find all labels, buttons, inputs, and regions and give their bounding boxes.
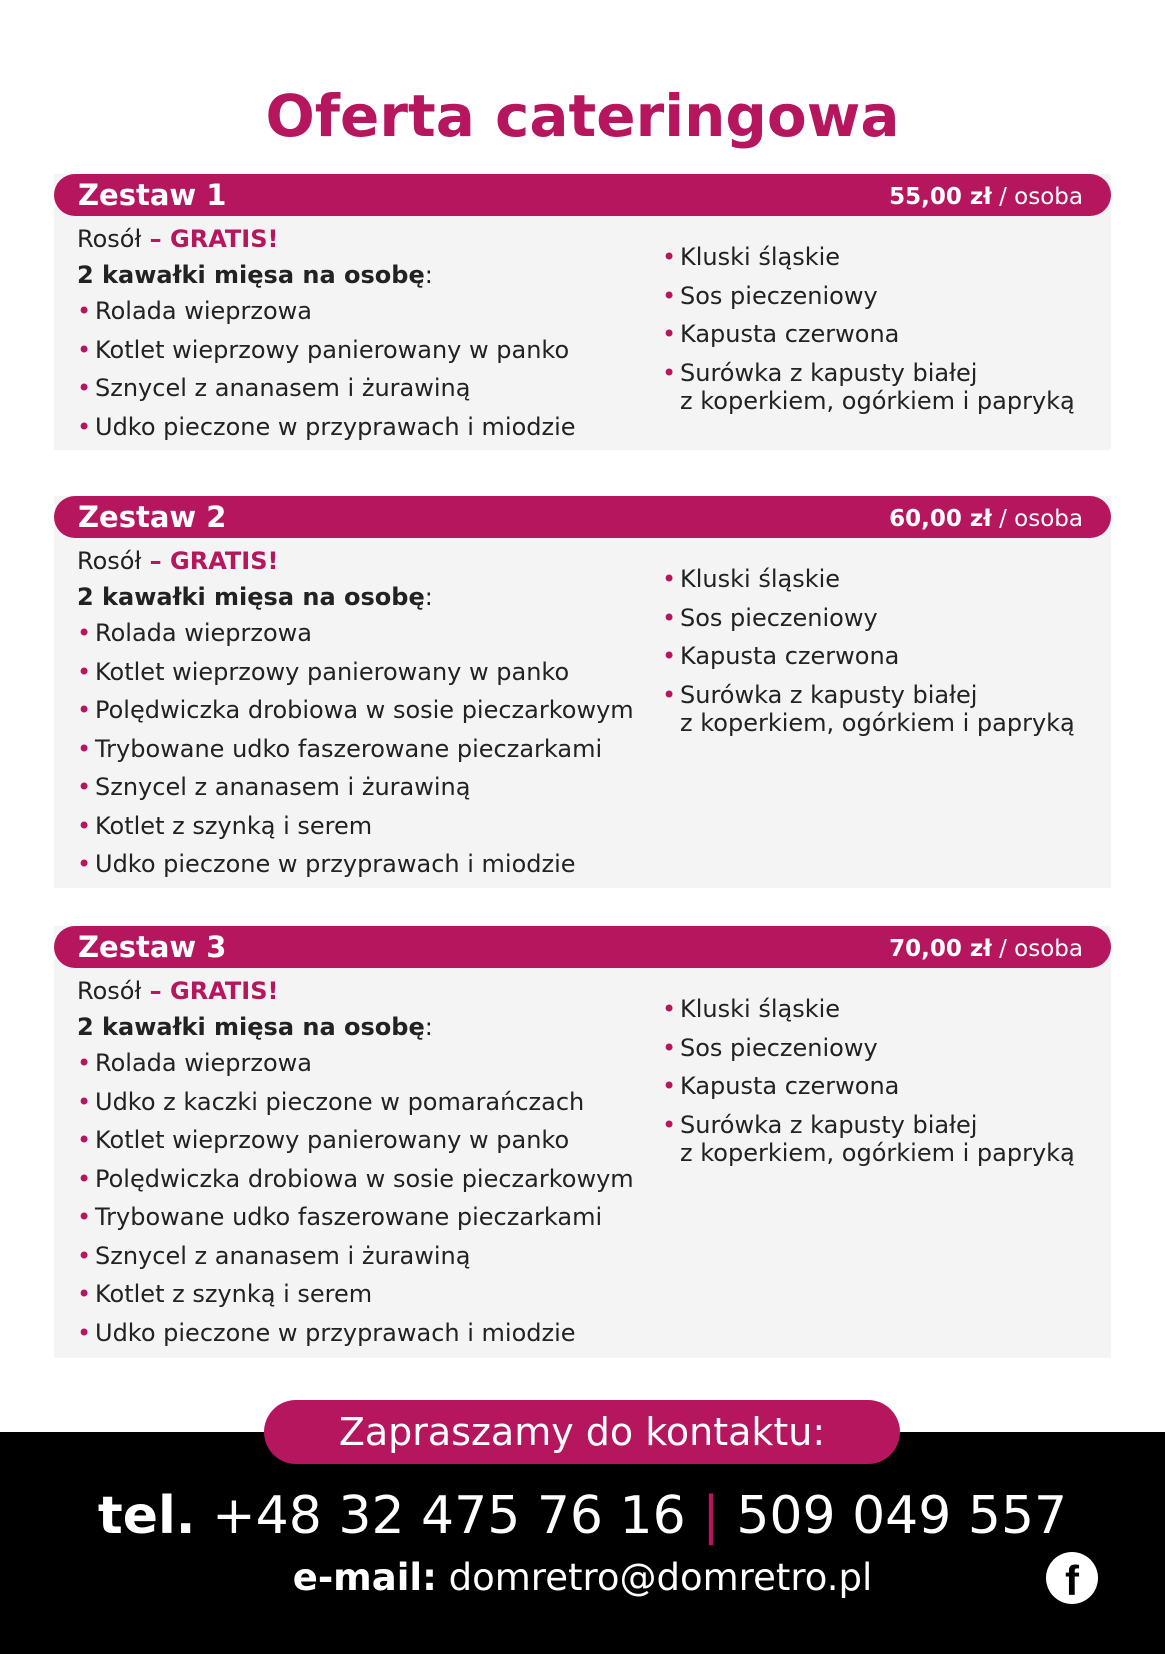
side-item-continuation: z koperkiem, ogórkiem i papryką — [680, 387, 1075, 415]
bullet-icon: • — [662, 1110, 677, 1139]
set-header — [54, 926, 1111, 968]
catering-set — [54, 496, 1111, 888]
side-item: Kapusta czerwona — [680, 320, 900, 348]
bullet-icon: • — [77, 1241, 92, 1270]
list-item — [662, 1067, 1102, 1106]
bullet-icon: • — [662, 565, 677, 593]
tel-label: tel. — [97, 1486, 196, 1546]
meat-item: Rolada wieprzowa — [95, 297, 313, 325]
meat-item: Polędwiczka drobiowa w sosie pieczarkowym — [95, 1164, 634, 1193]
bullet-icon: • — [77, 1087, 92, 1116]
list-item — [77, 653, 647, 692]
set-name: Zestaw 2 — [78, 500, 227, 534]
list-item — [77, 1083, 647, 1122]
meat-heading: 2 kawałki mięsa na osobę: — [77, 261, 433, 289]
meat-heading-text: 2 kawałki mięsa na osobę — [77, 261, 425, 289]
list-item — [77, 768, 647, 807]
meat-item: Trybowane udko faszerowane pieczarkami — [95, 1203, 603, 1231]
side-item-continuation: z koperkiem, ogórkiem i papryką — [680, 1139, 1075, 1167]
bullet-icon: • — [77, 734, 92, 763]
meat-item: Rolada wieprzowa — [95, 1049, 313, 1077]
meat-item: Sznycel z ananasem i żurawiną — [95, 1241, 471, 1270]
list-item — [662, 277, 1102, 316]
bullet-icon: • — [662, 243, 677, 271]
side-item-continuation: z koperkiem, ogórkiem i papryką — [680, 709, 1075, 737]
list-item — [77, 1121, 647, 1160]
list-item — [662, 990, 1102, 1029]
set-price — [889, 506, 1083, 532]
list-item — [77, 845, 647, 884]
meat-item: Sznycel z ananasem i żurawiną — [95, 773, 471, 801]
soup-line — [77, 220, 647, 258]
bullet-icon: • — [77, 1318, 92, 1347]
facebook-glyph: f — [1065, 1557, 1079, 1604]
list-item — [662, 637, 1102, 676]
meat-heading: 2 kawałki mięsa na osobę: — [77, 1013, 433, 1041]
list-item — [77, 1198, 647, 1237]
side-item: Surówka z kapusty białej — [680, 1110, 978, 1139]
meat-heading-text: 2 kawałki mięsa na osobę — [77, 583, 425, 611]
list-item — [77, 730, 647, 769]
bullet-icon: • — [77, 412, 92, 441]
soup-name: Rosół — [77, 547, 142, 575]
side-item: Kapusta czerwona — [680, 1072, 900, 1100]
bullet-icon: • — [77, 335, 92, 364]
list-item — [77, 614, 647, 653]
meat-heading-text: 2 kawałki mięsa na osobę — [77, 1013, 425, 1041]
price-unit: / osoba — [991, 506, 1083, 532]
set-price — [889, 936, 1083, 962]
meat-column — [77, 542, 647, 884]
side-item: Kluski śląskie — [680, 995, 841, 1023]
email-label: e-mail: — [292, 1556, 437, 1599]
bullet-icon: • — [77, 696, 92, 724]
catering-set — [54, 174, 1111, 450]
meat-item: Kotlet wieprzowy panierowany w panko — [95, 1126, 570, 1154]
contact-heading: Zapraszamy do kontaktu: — [264, 1400, 900, 1464]
bullet-icon: • — [77, 657, 92, 686]
set-name: Zestaw 1 — [78, 178, 227, 212]
list-item — [77, 807, 647, 846]
set-header — [54, 174, 1111, 216]
list-item — [77, 691, 647, 730]
meat-column — [77, 972, 647, 1352]
list-item — [662, 238, 1102, 277]
email-line — [0, 1556, 1165, 1599]
price-value: 60,00 zł — [889, 506, 992, 532]
side-item: Surówka z kapusty białej — [680, 358, 978, 387]
bullet-icon: • — [662, 603, 677, 632]
sides-column — [662, 560, 1102, 738]
bullet-icon: • — [77, 297, 92, 325]
set-header — [54, 496, 1111, 538]
meat-item: Kotlet wieprzowy panierowany w panko — [95, 335, 570, 364]
meat-item: Udko pieczone w przyprawach i miodzie — [95, 412, 576, 441]
bullet-icon: • — [77, 1049, 92, 1077]
bullet-icon: • — [77, 773, 92, 801]
meat-item: Sznycel z ananasem i żurawiną — [95, 374, 471, 402]
email-address[interactable]: domretro@domretro.pl — [448, 1556, 873, 1599]
set-name: Zestaw 3 — [78, 930, 227, 964]
bullet-icon: • — [77, 374, 92, 402]
price-value: 70,00 zł — [889, 936, 992, 962]
bullet-icon: • — [77, 1126, 92, 1154]
side-item: Kapusta czerwona — [680, 642, 900, 670]
list-item — [662, 560, 1102, 599]
meat-item: Kotlet wieprzowy panierowany w panko — [95, 657, 570, 686]
list-item — [77, 1160, 647, 1199]
meat-item: Polędwiczka drobiowa w sosie pieczarkowym — [95, 696, 634, 724]
bullet-icon: • — [77, 1203, 92, 1231]
list-item — [77, 331, 647, 370]
phone-line — [0, 1486, 1165, 1546]
page-title: Oferta cateringowa — [265, 82, 900, 150]
bullet-icon: • — [662, 680, 677, 709]
soup-line — [77, 972, 647, 1010]
set-price — [889, 184, 1083, 210]
list-item — [77, 408, 647, 447]
facebook-icon[interactable] — [1046, 1552, 1098, 1604]
soup-line — [77, 542, 647, 580]
bullet-icon: • — [77, 619, 92, 647]
side-item: Surówka z kapusty białej — [680, 680, 978, 709]
list-item — [77, 292, 647, 331]
bullet-icon: • — [662, 1033, 677, 1062]
phone-2[interactable]: 509 049 557 — [736, 1486, 1068, 1546]
bullet-icon: • — [77, 1164, 92, 1193]
bullet-icon: • — [77, 850, 92, 878]
bullet-icon: • — [77, 1280, 92, 1308]
bullet-icon: • — [77, 811, 92, 840]
meat-item: Udko pieczone w przyprawach i miodzie — [95, 1318, 576, 1347]
price-unit: / osoba — [991, 184, 1083, 210]
side-item: Sos pieczeniowy — [680, 1033, 878, 1062]
bullet-icon: • — [662, 320, 677, 348]
bullet-icon: • — [662, 1072, 677, 1100]
side-item: Sos pieczeniowy — [680, 603, 878, 632]
list-item — [662, 1029, 1102, 1068]
meat-item: Rolada wieprzowa — [95, 619, 313, 647]
list-item — [662, 315, 1102, 354]
meat-item: Udko z kaczki pieczone w pomarańczach — [95, 1087, 585, 1116]
meat-item: Kotlet z szynką i serem — [95, 1280, 373, 1308]
meat-item: Trybowane udko faszerowane pieczarkami — [95, 734, 603, 763]
meat-item: Udko pieczone w przyprawach i miodzie — [95, 850, 576, 878]
meat-column — [77, 220, 647, 446]
side-item: Kluski śląskie — [680, 565, 841, 593]
list-item — [77, 1275, 647, 1314]
catering-set — [54, 926, 1111, 1358]
gratis-badge: – GRATIS! — [141, 547, 279, 575]
phone-separator: | — [702, 1486, 720, 1546]
list-item — [77, 369, 647, 408]
gratis-badge: – GRATIS! — [141, 225, 279, 253]
phone-1[interactable]: +48 32 475 76 16 — [212, 1486, 686, 1546]
meat-item: Kotlet z szynką i serem — [95, 811, 373, 840]
sides-column — [662, 990, 1102, 1168]
price-value: 55,00 zł — [889, 184, 992, 210]
list-item — [77, 1044, 647, 1083]
bullet-icon: • — [662, 642, 677, 670]
bullet-icon: • — [662, 281, 677, 310]
bullet-icon: • — [662, 995, 677, 1023]
side-item: Kluski śląskie — [680, 243, 841, 271]
bullet-icon: • — [662, 358, 677, 387]
soup-name: Rosół — [77, 977, 142, 1005]
sides-column — [662, 238, 1102, 416]
list-item — [662, 599, 1102, 638]
list-item — [77, 1237, 647, 1276]
list-item — [77, 1314, 647, 1353]
meat-heading: 2 kawałki mięsa na osobę: — [77, 583, 433, 611]
side-item: Sos pieczeniowy — [680, 281, 878, 310]
soup-name: Rosół — [77, 225, 142, 253]
gratis-badge: – GRATIS! — [141, 977, 279, 1005]
price-unit: / osoba — [991, 936, 1083, 962]
